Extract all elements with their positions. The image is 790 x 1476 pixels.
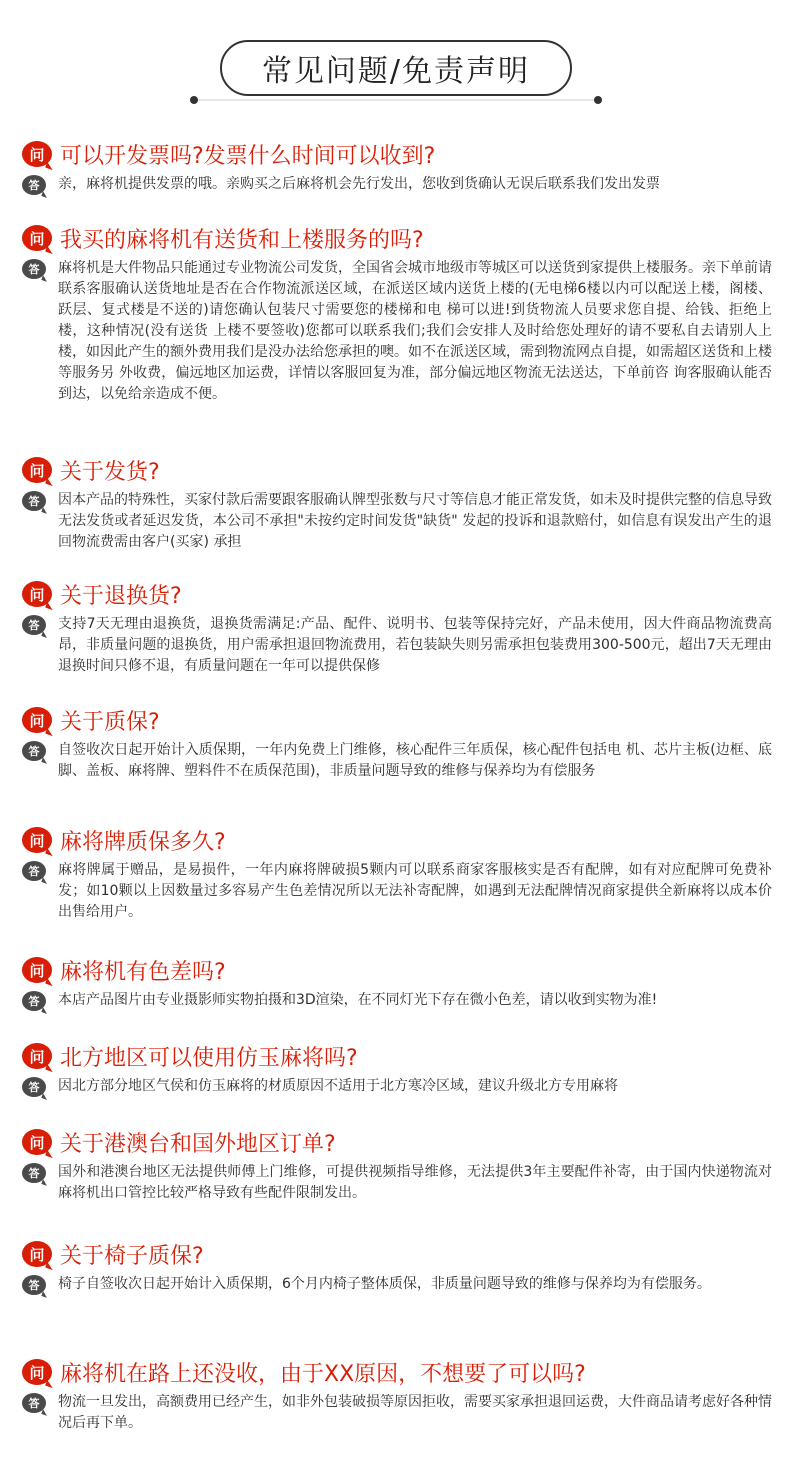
- question-icon: 问: [22, 957, 52, 983]
- faq-question: 关于质保?: [60, 709, 160, 735]
- answer-icon: 答: [22, 1077, 46, 1097]
- faq-question: 我买的麻将机有送货和上楼服务的吗?: [60, 227, 424, 253]
- answer-icon: 答: [22, 175, 46, 195]
- faq-item: [22, 822, 782, 923]
- answer-icon: 答: [22, 861, 46, 881]
- faq-item: [22, 702, 782, 782]
- faq-question: 关于退换货?: [60, 583, 182, 609]
- faq-answer: 因本产品的特殊性，买家付款后需要跟客服确认牌型张数与尺寸等信息才能正常发货，如未及时提供完整的信息导致无法发货或者延迟发货，本公司不承担"未按约定时间发货"缺货" 发起的投诉和退款赔付，如信息有误发出产生的退回物流费需由客户(买家) 承担: [58, 492, 772, 550]
- faq-item: [22, 1038, 782, 1097]
- faq-question: 可以开发票吗?发票什么时间可以收到?: [60, 143, 436, 169]
- question-icon: 问: [22, 827, 52, 853]
- faq-item: [22, 220, 782, 405]
- question-icon: 问: [22, 457, 52, 483]
- answer-icon: 答: [22, 991, 46, 1011]
- faq-item: [22, 576, 782, 677]
- question-icon: 问: [22, 1129, 52, 1155]
- faq-item: [22, 136, 782, 195]
- answer-icon: 答: [22, 259, 46, 279]
- faq-answer: 椅子自签收次日起开始计入质保期，6个月内椅子整体质保，非质量问题导致的维修与保养均为有偿服务。: [58, 1276, 711, 1292]
- header: [0, 0, 790, 120]
- answer-icon: 答: [22, 1163, 46, 1183]
- faq-answer: 自签收次日起开始计入质保期，一年内免费上门维修，核心配件三年质保，核心配件包括电 机、芯片主板(边框、底脚、盖板、麻将牌、塑料件不在质保范围)，非质量问题导致的维修与保养均为有偿服务: [58, 742, 772, 779]
- answer-icon: 答: [22, 615, 46, 635]
- faq-question: 关于椅子质保?: [60, 1243, 204, 1269]
- faq-answer: 麻将机是大件物品只能通过专业物流公司发货，全国省会城市地级市等城区可以送货到家提供上楼服务。亲下单前请联系客服确认送货地址是否在合作物流派送区域，在派送区域内送货上楼的(无电梯6楼以内可以配送上楼，阁楼、跃层、复式楼是不送的)请您确认包装尺寸需要您的楼梯和电 梯可以进!到货物流人员要求您自提、给钱、拒绝上楼，这种情况(没有送货 上楼不要签收)您都可以联系我们;我们会安排人及时给您处理好的请不要私自去请别人上楼，如因此产生的额外费用我们是没办法给您承担的噢。如不在派送区域，需到物流网点自提，如需超区送货和上楼等服务另 外收费，偏远地区加运费，详情以客服回复为准，部分偏远地区物流无法送达，下单前咨 询客服确认能否到达，以免给亲造成不便。: [58, 260, 772, 402]
- answer-icon: 答: [22, 741, 46, 761]
- faq-item: [22, 452, 782, 553]
- faq-answer: 麻将牌属于赠品，是易损件，一年内麻将牌破损5颗内可以联系商家客服核实是否有配牌，如有对应配牌可免费补发；如10颗以上因数量过多容易产生色差情况所以无法补寄配牌，如遇到无法配牌情况商家提供全新麻将以成本价出售给用户。: [58, 862, 772, 920]
- faq-question: 北方地区可以使用仿玉麻将吗?: [60, 1045, 358, 1071]
- question-icon: 问: [22, 225, 52, 251]
- question-icon: 问: [22, 1043, 52, 1069]
- faq-question: 麻将牌质保多久?: [60, 829, 226, 855]
- faq-question: 麻将机有色差吗?: [60, 959, 226, 985]
- faq-question: 麻将机在路上还没收，由于XX原因，不想要了可以吗?: [60, 1361, 586, 1387]
- faq-answer: 支持7天无理由退换货，退换货需满足:产品、配件、说明书、包装等保持完好，产品未使用，因大件商品物流费高昂，非质量问题的退换货，用户需承担退回物流费用，若包装缺失则另需承担包装费用300-500元，超出7天无理由退换时间只修不退，有质量问题在一年可以提供保修: [58, 616, 772, 674]
- header-divider: [190, 99, 602, 101]
- question-icon: 问: [22, 707, 52, 733]
- faq-question: 关于港澳台和国外地区订单?: [60, 1131, 336, 1157]
- faq-answer: 本店产品图片由专业摄影师实物拍摄和3D渲染，在不同灯光下存在微小色差，请以收到实物为准!: [58, 992, 658, 1008]
- faq-question: 关于发货?: [60, 459, 160, 485]
- faq-answer: 因北方部分地区气侯和仿玉麻将的材质原因不适用于北方寒冷区域，建议升级北方专用麻将: [58, 1078, 618, 1094]
- faq-answer: 国外和港澳台地区无法提供师傅上门维修，可提供视频指导维修，无法提供3年主要配件补寄，由于国内快递物流对麻将机出口管控比较严格导致有些配件限制发出。: [58, 1164, 772, 1201]
- question-icon: 问: [22, 581, 52, 607]
- faq-item: [22, 1236, 782, 1295]
- faq-item: [22, 1124, 782, 1204]
- faq-answer: 物流一旦发出，高额费用已经产生，如非外包装破损等原因拒收，需要买家承担退回运费，大件商品请考虑好各种情况后再下单。: [58, 1394, 772, 1431]
- faq-answer: 亲，麻将机提供发票的哦。亲购买之后麻将机会先行发出，您收到货确认无误后联系我们发出发票: [58, 176, 660, 192]
- question-icon: 问: [22, 1241, 52, 1267]
- faq-item: [22, 1354, 782, 1434]
- faq-item: [22, 952, 782, 1011]
- answer-icon: 答: [22, 1393, 46, 1413]
- question-icon: 问: [22, 1359, 52, 1385]
- page-title: 常见问题/免责声明: [220, 40, 572, 96]
- answer-icon: 答: [22, 1275, 46, 1295]
- question-icon: 问: [22, 141, 52, 167]
- answer-icon: 答: [22, 491, 46, 511]
